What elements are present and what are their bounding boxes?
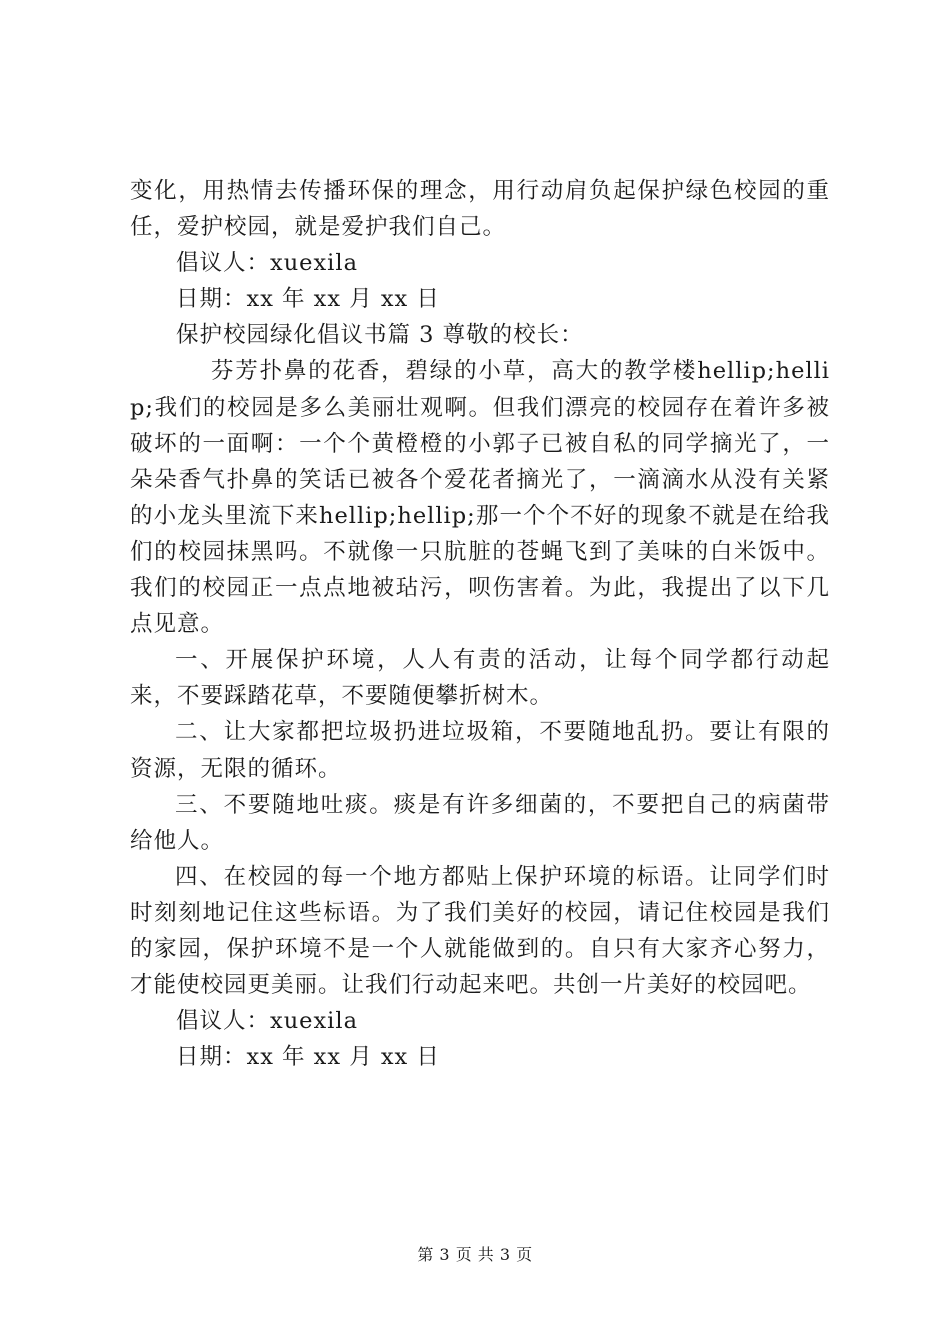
page-footer: 第 3 页 共 3 页 (417, 1245, 533, 1264)
section-heading: 保护校园绿化倡议书篇 3 尊敬的校长： (176, 322, 584, 349)
date-line: 日期：xx 年 xx 月 xx 日 (176, 1044, 440, 1071)
date-line: 日期：xx 年 xx 月 xx 日 (176, 286, 440, 313)
point-paragraph-3: 三、不要随地吐痰。痰是有许多细菌的，不要把自己的病菌带给他人。 (130, 791, 830, 854)
signer-line: 倡议人：xuexila (176, 250, 358, 277)
document-body (130, 173, 830, 1075)
point-paragraph-4: 四、在校园的每一个地方都贴上保护环境的标语。让同学们时时刻刻地记住这些标语。为了我们美好的校园，请记住校园是我们的家园，保护环境不是一个人就能做到的。自只有大家齐心努力，才能使校园更美丽。让我们行动起来吧。共创一片美好的校园吧。 (130, 863, 830, 999)
point-paragraph-2: 二、让大家都把垃圾扔进垃圾箱，不要随地乱扔。要让有限的资源，无限的循环。 (130, 719, 830, 782)
intro-paragraph: 芬芳扑鼻的花香，碧绿的小草，高大的教学楼hellip;hellip;我们的校园是多么美丽壮观啊。但我们漂亮的校园存在着许多被破坏的一面啊：一个个黄橙橙的小郭子已被自私的同学摘光了，一朵朵香气扑鼻的笑话已被各个爱花者摘光了，一滴滴水从没有关紧的小龙头里流下来hellip;hellip;那一个个不好的现象不就是在给我们的校园抹黑吗。不就像一只肮脏的苍蝇飞到了美味的白米饭中。我们的校园正一点点地被玷污，呗伤害着。为此，我提出了以下几点见意。 (130, 358, 830, 638)
signer-line: 倡议人：xuexila (176, 1008, 358, 1035)
point-paragraph-1: 一、开展保护环境，人人有责的活动，让每个同学都行动起来，不要踩踏花草，不要随便攀折树木。 (130, 647, 830, 710)
continuation-paragraph: 变化，用热情去传播环保的理念，用行动肩负起保护绿色校园的重任，爱护校园，就是爱护我们自己。 (130, 178, 830, 241)
